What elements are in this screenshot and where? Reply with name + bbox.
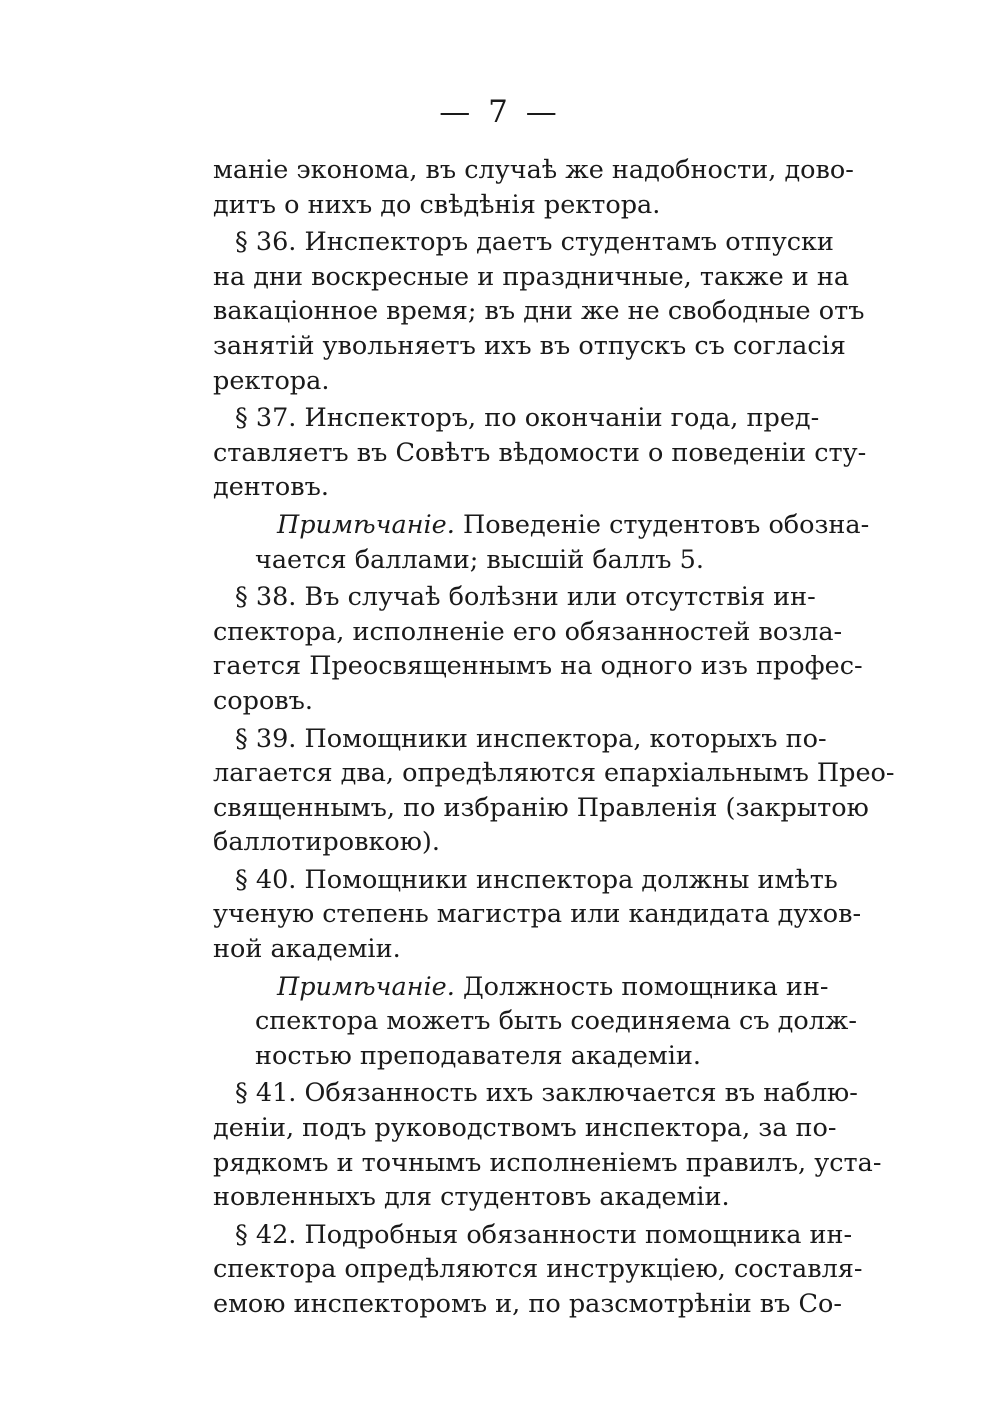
text-line [213,1287,842,1322]
text-line [255,1004,857,1039]
text-line [255,970,829,1005]
line-text: маніе эконома, въ случаѣ же надобности, дово- [213,155,854,185]
section-paragraph [213,1218,863,1322]
text-line [213,188,783,223]
section-paragraph [213,863,862,967]
text-line [213,756,895,791]
text-line [213,1218,853,1253]
text-line [213,153,854,188]
section-paragraph [213,1076,882,1214]
text-line [213,932,783,967]
line-text: спектора можетъ быть соединяема съ долж- [255,1006,857,1037]
line-text: Должность помощника ин- [462,971,829,1002]
text-line [213,436,867,471]
line-text: занятій увольняетъ ихъ въ отпускъ съ согласія [213,330,846,361]
text-line [213,1076,858,1111]
text-line [213,329,846,364]
text-line [213,897,862,932]
text-line [255,1039,783,1074]
line-text: соровъ. [213,685,313,716]
line-text: спектора опредѣляются инструкціею, составля- [213,1254,863,1285]
section-paragraph [213,580,863,718]
text-line [213,791,869,826]
text-line [213,649,863,684]
text-line [213,1180,783,1215]
section-paragraph [213,401,867,505]
remark-label: Примѣчаніе. [277,509,455,540]
line-text: § 42. Подробныя обязанности помощника ин- [235,1219,853,1250]
text-line [213,863,838,898]
text-line [213,1111,837,1146]
line-text: § 41. Обязанность ихъ заключается въ наблю- [235,1078,858,1109]
text-line [213,1252,863,1287]
text-line [213,401,820,436]
section-paragraph [213,153,854,222]
line-text: баллотировкою). [213,827,440,858]
text-line [213,722,827,757]
line-text: рядкомъ и точнымъ исполненіемъ правилъ, уста- [213,1147,882,1178]
text-line [213,294,865,329]
line-text: емою инспекторомъ и, по разсмотрѣніи въ Со- [213,1289,842,1319]
line-text: § 38. Въ случаѣ болѣзни или отсутствія ин- [235,582,816,613]
line-text: Поведеніе студентовъ обозна- [462,509,870,540]
text-line [213,225,834,260]
text-line [213,364,783,399]
text-line [213,260,850,295]
line-text: деніи, подъ руководствомъ инспектора, за по- [213,1113,837,1144]
section-paragraph [213,225,865,398]
text-line [213,825,783,860]
line-text: спектора, исполненіе его обязанностей возла- [213,616,843,647]
line-text: § 36. Инспекторъ даетъ студентамъ отпуски [235,227,834,258]
text-line [213,615,843,650]
text-line [213,580,816,615]
line-text: дентовъ. [213,472,329,503]
line-text: священнымъ, по избранію Правленія (закрытою [213,792,869,823]
line-text: вакаціонное время; въ дни же не свободные отъ [213,296,865,327]
line-text: ставляетъ въ Совѣтъ вѣдомости о поведеніи сту- [213,437,867,468]
text-line [213,470,783,505]
line-text: на дни воскресные и праздничные, также и на [213,261,850,292]
line-text: новленныхъ для студентовъ академіи. [213,1182,730,1213]
page-body-text [213,153,895,1325]
page-number: — 7 — [439,94,561,130]
line-text: чается баллами; высшій баллъ 5. [255,544,704,575]
line-text: дитъ о нихъ до свѣдѣнія ректора. [213,189,661,220]
section-paragraph [213,722,895,860]
line-text: § 39. Помощники инспектора, которыхъ по- [235,723,827,754]
line-text: § 40. Помощники инспектора должны имѣть [235,864,838,895]
line-text: ной академіи. [213,934,401,965]
line-text: ученую степень магистра или кандидата духов- [213,899,862,930]
remark-label: Примѣчаніе. [277,971,455,1002]
line-text: гается Преосвященнымъ на одного изъ профес- [213,651,863,682]
footnote-remark [213,970,857,1074]
line-text: ректора. [213,365,330,396]
footnote-remark [213,508,870,577]
text-line [213,1146,882,1181]
line-text: ностью преподавателя академіи. [255,1040,701,1071]
text-line [213,684,783,719]
line-text: § 37. Инспекторъ, по окончаніи года, пред- [235,403,820,434]
line-text: лагается два, опредѣляются епархіальнымъ Прео- [213,758,895,789]
text-line [255,543,783,578]
text-line [255,508,870,543]
